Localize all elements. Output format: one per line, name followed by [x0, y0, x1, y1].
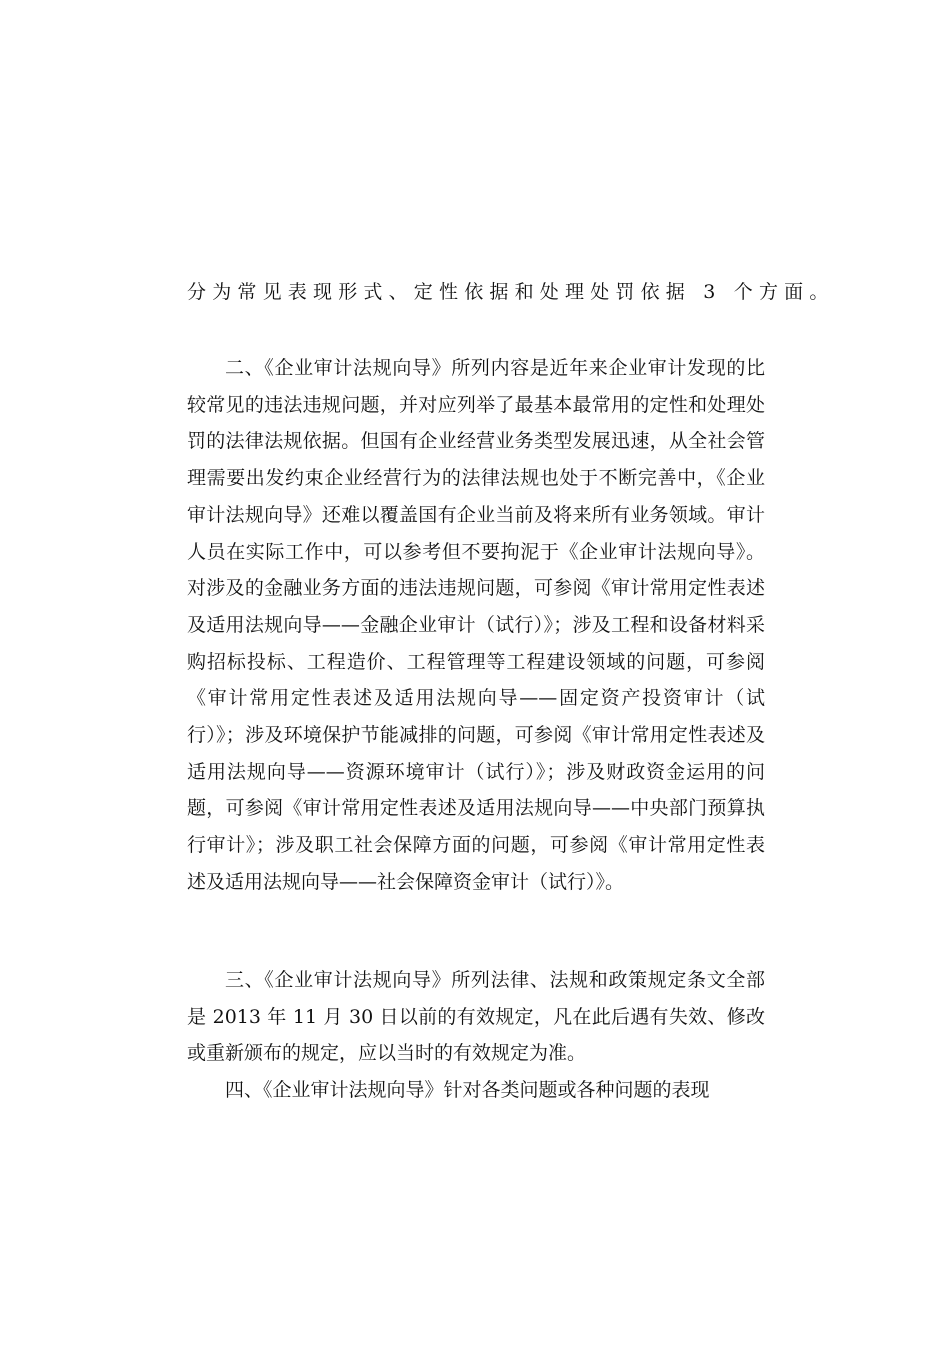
paragraph-3: 三、《企业审计法规向导》所列法律、法规和政策规定条文全部是 2013 年 11 月 30 日以前的有效规定，凡在此后遇有失效、修改或重新颁布的规定，应以当时的有效规定为准。: [187, 969, 765, 1065]
paragraph-3-container: [187, 962, 765, 1072]
paragraph-2-container: [187, 350, 765, 901]
continuation-line: 分为常见表现形式、定性依据和处理处罚依据 3 个方面。: [187, 281, 835, 303]
paragraph-4-container: [187, 1072, 765, 1109]
paragraph-2: 二、《企业审计法规向导》所列内容是近年来企业审计发现的比较常见的违法违规问题，并对应列举了最基本最常用的定性和处理处罚的法律法规依据。但国有企业经营业务类型发展迅速，从全社会管理需要出发约束企业经营行为的法律法规也处于不断完善中，《企业审计法规向导》还难以覆盖国有企业当前及将来所有业务领域。审计人员在实际工作中，可以参考但不要拘泥于《企业审计法规向导》。对涉及的金融业务方面的违法违规问题，可参阅《审计常用定性表述及适用法规向导——金融企业审计（试行）》；涉及工程和设备材料采购招标投标、工程造价、工程管理等工程建设领域的问题，可参阅《审计常用定性表述及适用法规向导——固定资产投资审计（试行）》；涉及环境保护节能减排的问题，可参阅《审计常用定性表述及适用法规向导——资源环境审计（试行）》；涉及财政资金运用的问题，可参阅《审计常用定性表述及适用法规向导——中央部门预算执行审计》；涉及职工社会保障方面的问题，可参阅《审计常用定性表述及适用法规向导——社会保障资金审计（试行）》。: [187, 357, 765, 893]
paragraph-4: 四、《企业审计法规向导》针对各类问题或各种问题的表现: [225, 1079, 710, 1101]
